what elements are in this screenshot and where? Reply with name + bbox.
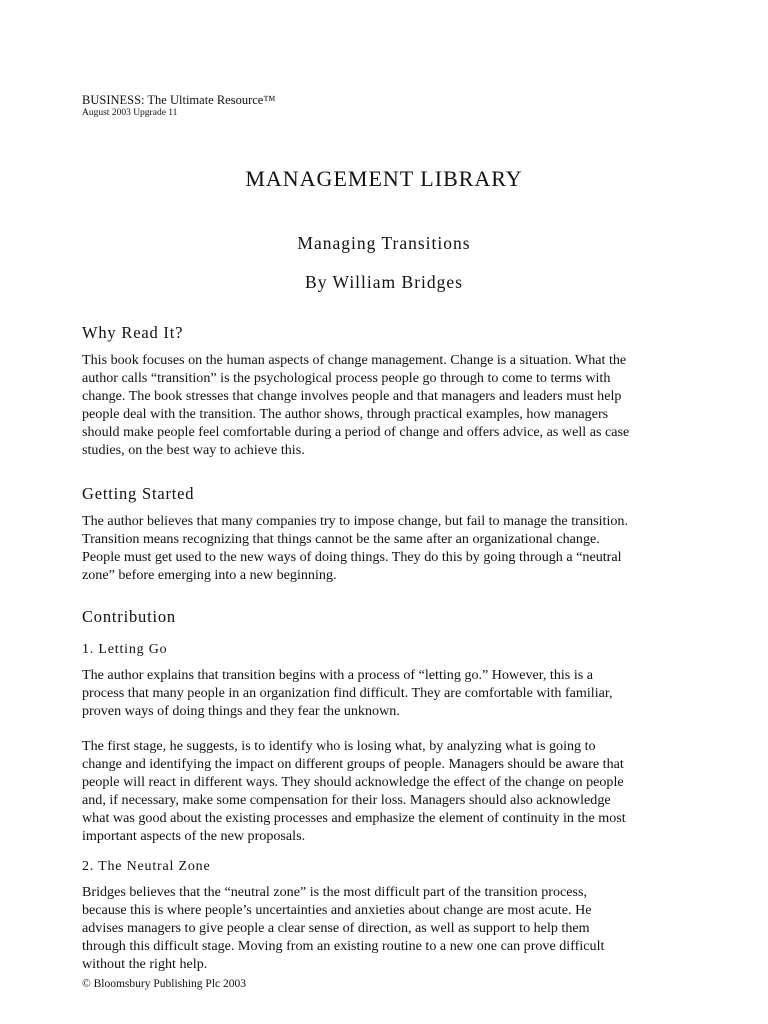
subsection-heading-letting-go: 1. Letting Go xyxy=(82,642,168,657)
text-line: People must get used to the new ways of doing things. They do this by going through a “neutral xyxy=(82,549,622,566)
text-line: studies, on the best way to achieve this. xyxy=(82,442,305,459)
text-line: because this is where people’s uncertainties and anxieties about change are most acute. He xyxy=(82,902,592,919)
subsection-heading-neutral-zone: 2. The Neutral Zone xyxy=(82,859,211,874)
text-line: author calls “transition” is the psychological process people go through to come to terms with xyxy=(82,370,611,387)
publication-title: BUSINESS: The Ultimate Resource™ xyxy=(82,93,276,107)
text-line: people deal with the transition. The author shows, through practical examples, how managers xyxy=(82,406,609,423)
library-title: MANAGEMENT LIBRARY xyxy=(245,166,523,191)
text-line: The author believes that many companies try to impose change, but fail to manage the transition. xyxy=(82,513,628,529)
text-line: zone” before emerging into a new beginning. xyxy=(82,567,337,584)
section-heading-why-read: Why Read It? xyxy=(82,323,184,342)
text-line: The first stage, he suggests, is to identify who is losing what, by analyzing what is going to xyxy=(82,738,596,754)
getting-started-paragraph xyxy=(82,512,694,584)
text-line: proven ways of doing things and they fear the unknown. xyxy=(82,703,400,720)
text-line: advises managers to give people a clear sense of direction, as well as support to help them xyxy=(82,920,590,937)
why-read-paragraph xyxy=(82,351,694,460)
text-line: and, if necessary, make some compensation for their loss. Managers should also acknowledge xyxy=(82,792,611,809)
text-line: This book focuses on the human aspects of change management. Change is a situation. What the xyxy=(82,352,627,368)
section-heading-contribution: Contribution xyxy=(82,607,176,626)
letting-go-paragraph-2 xyxy=(82,737,694,846)
text-line: Transition means recognizing that things cannot be the same after an organizational change. xyxy=(82,531,600,548)
book-title: Managing Transitions xyxy=(297,233,471,253)
text-line: important aspects of the new proposals. xyxy=(82,828,306,845)
letting-go-paragraph-1 xyxy=(82,666,694,720)
text-line: through this difficult stage. Moving from an existing routine to a new one can prove difficult xyxy=(82,938,605,955)
text-line: Bridges believes that the “neutral zone” is the most difficult part of the transition process, xyxy=(82,884,588,900)
section-heading-getting-started: Getting Started xyxy=(82,484,195,503)
book-author: By William Bridges xyxy=(305,272,463,292)
text-line: process that many people in an organization find difficult. They are comfortable with familiar, xyxy=(82,685,613,702)
text-line: without the right help. xyxy=(82,956,208,973)
copyright-footer: © Bloomsbury Publishing Plc 2003 xyxy=(82,978,247,990)
text-line: what was good about the existing processes and emphasize the element of continuity in the most xyxy=(82,810,626,827)
text-line: change. The book stresses that change involves people and that managers and leaders must help xyxy=(82,388,622,405)
edition-label: August 2003 Upgrade 11 xyxy=(82,108,178,118)
text-line: change and identifying the impact on different groups of people. Managers should be aware that xyxy=(82,756,624,773)
text-line: people will react in different ways. They should acknowledge the effect of the change on people xyxy=(82,774,624,791)
text-line: should make people feel comfortable during a period of change and offers advice, as well as case xyxy=(82,424,630,441)
neutral-zone-paragraph xyxy=(82,883,694,973)
text-line: The author explains that transition begins with a process of “letting go.” However, this is a xyxy=(82,667,593,683)
